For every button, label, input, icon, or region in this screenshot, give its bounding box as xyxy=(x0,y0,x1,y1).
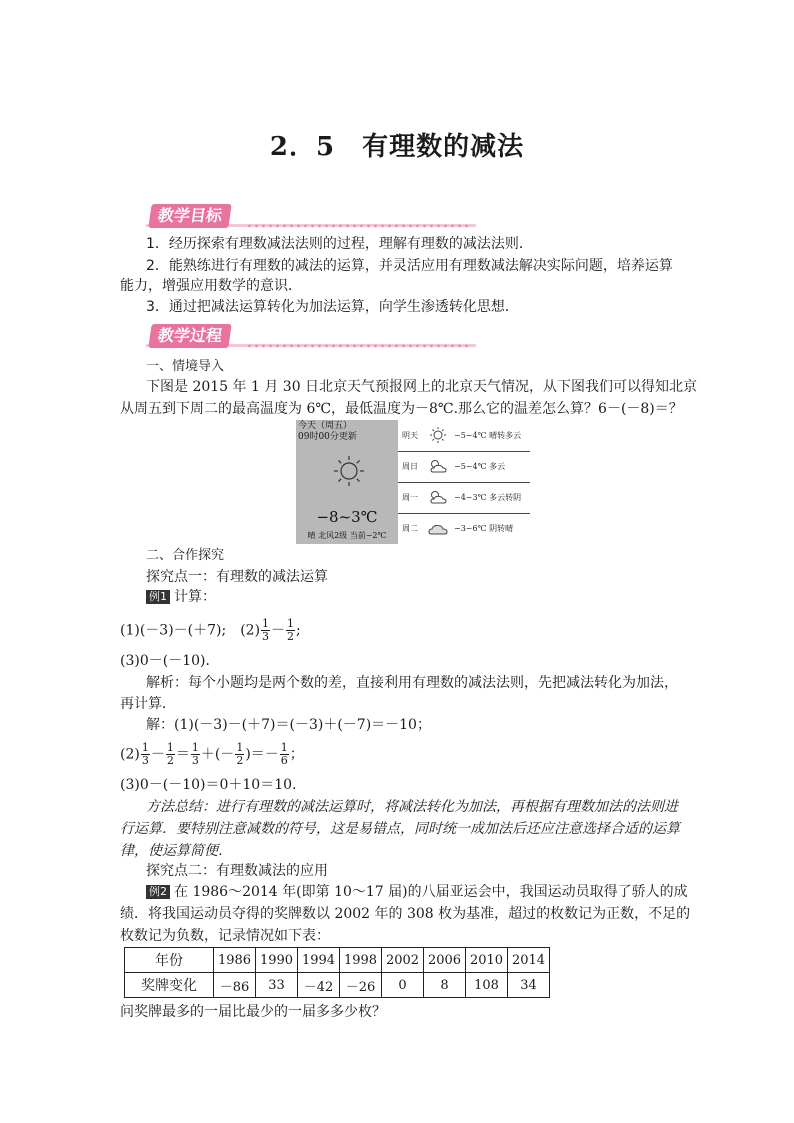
forecast-day: 周一 xyxy=(402,493,418,502)
denominator: 3 xyxy=(191,754,199,767)
goal-2-cont: 能力，增强应用数学的意识． xyxy=(120,278,302,294)
denominator: 3 xyxy=(262,630,270,643)
table-cell-change: 108 xyxy=(466,973,508,998)
method-summary-line1: 方法总结：进行有理数的减法运算时，将减法转化为加法，再根据有理数加法的法则进 xyxy=(146,799,678,815)
forecast-row xyxy=(398,513,530,544)
forecast-day: 明天 xyxy=(402,431,418,440)
table-cell-year: 2002 xyxy=(382,948,424,973)
table-cell-change: －86 xyxy=(214,973,256,998)
forecast-desc: −3~6℃ 阴转晴 xyxy=(454,524,514,533)
weather-widget xyxy=(296,420,530,544)
numerator: 1 xyxy=(166,741,174,754)
explore-heading: 二、合作探究 xyxy=(146,548,225,563)
fraction-one-sixth xyxy=(280,742,289,767)
example-2-line3: 枚数记为负数，记录情况如下表： xyxy=(120,928,330,944)
solution-2: (2) $\frac{1}{3}$ － $\frac{1}{2}$ ＝ $\frac{1}{3}$ ＋(－ $\frac{1}{2}$ )＝－ $\frac{1}{6}$ ； xyxy=(120,741,304,767)
table-cell-change: 34 xyxy=(508,973,550,998)
table-cell-year: 1990 xyxy=(256,948,298,973)
table-cell-year: 1986 xyxy=(214,948,256,973)
forecast-desc: −4~3℃ 多云转阴 xyxy=(454,493,522,502)
table-cell-change: －42 xyxy=(298,973,340,998)
analysis-line2: 再计算． xyxy=(120,696,176,712)
table-cell-year: 2010 xyxy=(466,948,508,973)
denominator: 3 xyxy=(141,754,149,767)
partly-cloudy-icon xyxy=(428,457,448,475)
forecast-desc: −5~4℃ 晴转多云 xyxy=(454,431,522,440)
table-row xyxy=(125,973,550,998)
forecast-row xyxy=(398,482,530,514)
example-1-q1: (1)(－3)－(＋7); (2) xyxy=(120,622,261,639)
numerator: 1 xyxy=(141,741,149,754)
fraction-one-half xyxy=(286,618,295,643)
numerator: 1 xyxy=(236,741,244,754)
decorative-dots xyxy=(246,343,472,349)
fraction-one-half xyxy=(166,742,175,767)
partly-cloudy-icon xyxy=(428,488,448,506)
example-2-question: 问奖牌最多的一届比最少的一届多多少枚？ xyxy=(120,1004,386,1020)
table-cell-year: 1998 xyxy=(340,948,382,973)
goal-3: 3．通过把减法运算转化为加法运算，向学生渗透转化思想． xyxy=(146,299,519,315)
method-summary-line3: 律，使运算简便． xyxy=(120,843,232,859)
table-cell-year: 2006 xyxy=(424,948,466,973)
table-cell-change: －26 xyxy=(340,973,382,998)
weather-forecast-list xyxy=(398,420,530,544)
explore-point-1: 探究点一：有理数的减法运算 xyxy=(146,569,328,585)
numerator: 1 xyxy=(280,741,288,754)
weather-today-label xyxy=(298,421,357,443)
fraction-one-third xyxy=(141,742,150,767)
denominator: 2 xyxy=(166,754,174,767)
forecast-desc: −5~4℃ 多云 xyxy=(454,462,506,471)
intro-heading: 一、情境导入 xyxy=(146,359,225,374)
forecast-row xyxy=(398,451,530,483)
fraction-one-third xyxy=(191,742,200,767)
example-2-line2: 绩．将我国运动员夺得的奖牌数以 2002 年的 308 枚为基准，超过的枚数记为正数，不足的 xyxy=(120,906,691,922)
intro-paragraph-line2: 从周五到下周二的最高温度为 6℃，最低温度为－8℃.那么它的温差怎么算？6－(－8)＝？ xyxy=(120,401,683,417)
forecast-row xyxy=(398,420,530,452)
numerator: 1 xyxy=(287,617,295,630)
denominator: 6 xyxy=(280,754,288,767)
table-header-change: 奖牌变化 xyxy=(125,973,214,998)
weather-today-wind: 晴 北风2级 当前−2℃ xyxy=(307,531,387,540)
table-header-year: 年份 xyxy=(125,948,214,973)
goal-1: 1．经历探索有理数减法法则的过程，理解有理数的减法法则． xyxy=(146,236,533,252)
table-row xyxy=(125,948,550,973)
section-header-process xyxy=(146,324,476,350)
example-1-q3: (3)0－(－10)． xyxy=(120,653,220,669)
denominator: 2 xyxy=(236,754,244,767)
weather-today-panel xyxy=(296,420,398,544)
goal-2: 2．能熟练进行有理数的减法的运算，并灵活应用有理数减法解决实际问题，培养运算 xyxy=(146,258,673,274)
denominator: 2 xyxy=(287,630,295,643)
forecast-day: 周日 xyxy=(402,462,418,471)
page-title: 2．5 有理数的减法 xyxy=(269,132,525,162)
fraction-one-third xyxy=(261,618,270,643)
intro-paragraph-line1: 下图是 2015 年 1 月 30 日北京天气预报网上的北京天气情况，从下图我们可以得知北京 xyxy=(146,379,698,395)
numerator: 1 xyxy=(191,741,199,754)
cloudy-icon xyxy=(428,519,448,537)
medal-change-table xyxy=(124,947,550,998)
solution-3: (3)0－(－10)＝0＋10＝10. xyxy=(120,777,297,793)
table-cell-change: 0 xyxy=(382,973,424,998)
sun-icon xyxy=(428,426,448,444)
example-1-prompt: 计算： xyxy=(174,589,216,605)
example-2-tag: 例2 xyxy=(146,885,170,899)
example-1-line xyxy=(146,586,216,608)
example-2-line1 xyxy=(146,881,688,903)
table-cell-change: 33 xyxy=(256,973,298,998)
table-cell-year: 2014 xyxy=(508,948,550,973)
weather-update-time: 09时00分更新 xyxy=(298,432,357,442)
example-1-questions: (1)(－3)－(＋7); (2) $\frac{1}{3}$ － $\frac{1}{2}$ ; xyxy=(120,617,301,643)
weather-today-range: −8~3℃ xyxy=(316,508,378,526)
explore-point-2: 探究点二：有理数减法的应用 xyxy=(146,863,328,879)
table-cell-year: 1994 xyxy=(298,948,340,973)
method-summary-line2: 行运算．要特别注意减数的符号，这是易错点，同时统一成加法后还应注意选择合适的运算 xyxy=(120,821,680,837)
decorative-dots xyxy=(246,223,472,229)
solution-1: 解：(1)(－3)－(＋7)＝(－3)＋(－7)＝－10； xyxy=(146,717,431,733)
table-cell-change: 8 xyxy=(424,973,466,998)
section-label-goals: 教学目标 xyxy=(148,204,231,228)
sun-icon xyxy=(332,454,366,488)
section-header-goals xyxy=(146,204,476,230)
analysis-line1: 解析：每个小题均是两个数的差，直接利用有理数的减法法则，先把减法转化为加法， xyxy=(146,675,678,691)
example-1-tag: 例1 xyxy=(146,590,170,604)
example-2-text: 在 1986～2014 年(即第 10～17 届)的八届亚运会中，我国运动员取得了骄人的成 xyxy=(174,884,688,900)
weather-today-day: 今天（周五） xyxy=(298,421,353,431)
forecast-day: 周二 xyxy=(402,524,418,533)
section-label-process: 教学过程 xyxy=(148,324,231,348)
fraction-one-half xyxy=(235,742,244,767)
numerator: 1 xyxy=(262,617,270,630)
